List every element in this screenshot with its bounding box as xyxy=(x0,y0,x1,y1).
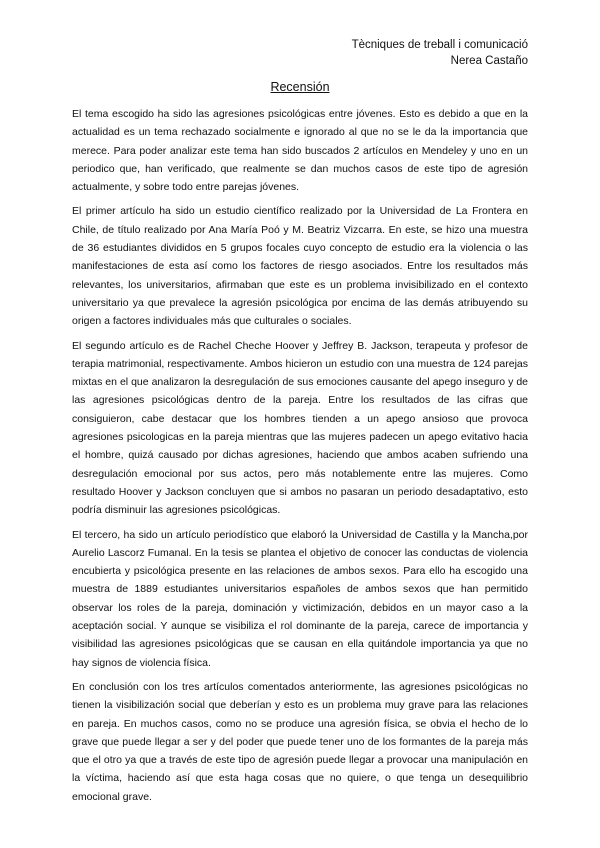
paragraph-conclusion: En conclusión con los tres artículos comentados anteriormente, las agresiones psicológicas no tienen la visibilización social que deberían y esto es un problema muy grave para las relaciones en pareja. En muchos casos, como no se produce una agresión física, se obvia el hecho de lo grave que puede llegar a ser y del poder que puede tener uno de los formantes de la pareja más que el otro ya que a través de este tipo de agresión puede llegar a provocar una manipulación en la víctima, haciendo así que esta haga cosas que no quiere, o que tenga un desequilibrio emocional grave. xyxy=(72,680,528,803)
header-subject: Tècniques de treball i comunicació xyxy=(351,39,528,51)
paragraph-third-article: El tercero, ha sido un artículo periodístico que elaboró la Universidad de Castilla y la Mancha,por Aurelio Lascorz Fumanal. En la tesis se plantea el objetivo de conocer las conductas de violencia encubierta y psicológica presente en las relaciones de ambos sexos. Para ello ha escogido una muestra de 1889 estudiantes universitarios españoles de ambos sexos que han permitido observar los roles de la pareja, dominación y victimización, debidos en un mayor caso a la aceptación social. Y aunque se visibiliza el rol dominante de la pareja, carece de importancia y visibilidad las agresiones psicológicas que se causan en ella quitándole importancia ya que no hay signos de violencia física. xyxy=(72,528,528,669)
document-body xyxy=(72,105,528,812)
page-header xyxy=(352,37,528,69)
document-title: Recensión xyxy=(270,80,330,94)
header-author: Nerea Castaño xyxy=(450,55,528,67)
paragraph-second-article: El segundo artículo es de Rachel Cheche Hoover y Jeffrey B. Jackson, terapeuta y profesor de terapia matrimonial, respectivamente. Ambos hicieron un estudio con una muestra de 124 parejas mixtas en el que analizaron la desregulación de sus emociones causante del apego inseguro y de las agresiones psicológicas dentro de la pareja. Entre los resultados de las cifras que consiguieron, cabe destacar que los hombres tienden a un apego ansioso que provoca agresiones psicologicas en la pareja mientras que las mujeres padecen un apego evitativo hacia el hombre, quizá causado por dichas agresiones, haciendo que ambos acaben sufriendo una desregulación emocional por sus actos, pero más notablemente entre las mujeres. Como resultado Hoover y Jackson concluyen que si ambos no pasaran un periodo desadaptativo, esto podría disminuir las agresiones psicológicas. xyxy=(72,339,528,517)
paragraph-intro: El tema escogido ha sido las agresiones psicológicas entre jóvenes. Esto es debido a que en la actualidad es un tema rechazado socialmente e ignorado al que no se le da la importancia que merece. Para poder analizar este tema han sido buscados 2 artículos en Mendeley y uno en un periodico que, han verificado, que realmente se dan muchos casos de este tipo de agresión actualmente, y sobre todo entre parejas jóvenes. xyxy=(72,108,528,194)
paragraph-first-article: El primer artículo ha sido un estudio científico realizado por la Universidad de La Frontera en Chile, de título realizado por Ana María Poó y M. Beatriz Vizcarra. En este, se hizo una muestra de 36 estudiantes divididos en 5 grupos focales cuyo concepto de estudio era la violencia o las manifestaciones de esta así como los factores de riesgo asociados. Entre los resultados más relevantes, los universitarios, afirmaban que este es un problema invisibilizado en el contexto universitario ya que prevalece la agresión psicológica por encima de las demás atribuyendo su origen a factores individuales más que culturales o sociales. xyxy=(72,205,528,328)
